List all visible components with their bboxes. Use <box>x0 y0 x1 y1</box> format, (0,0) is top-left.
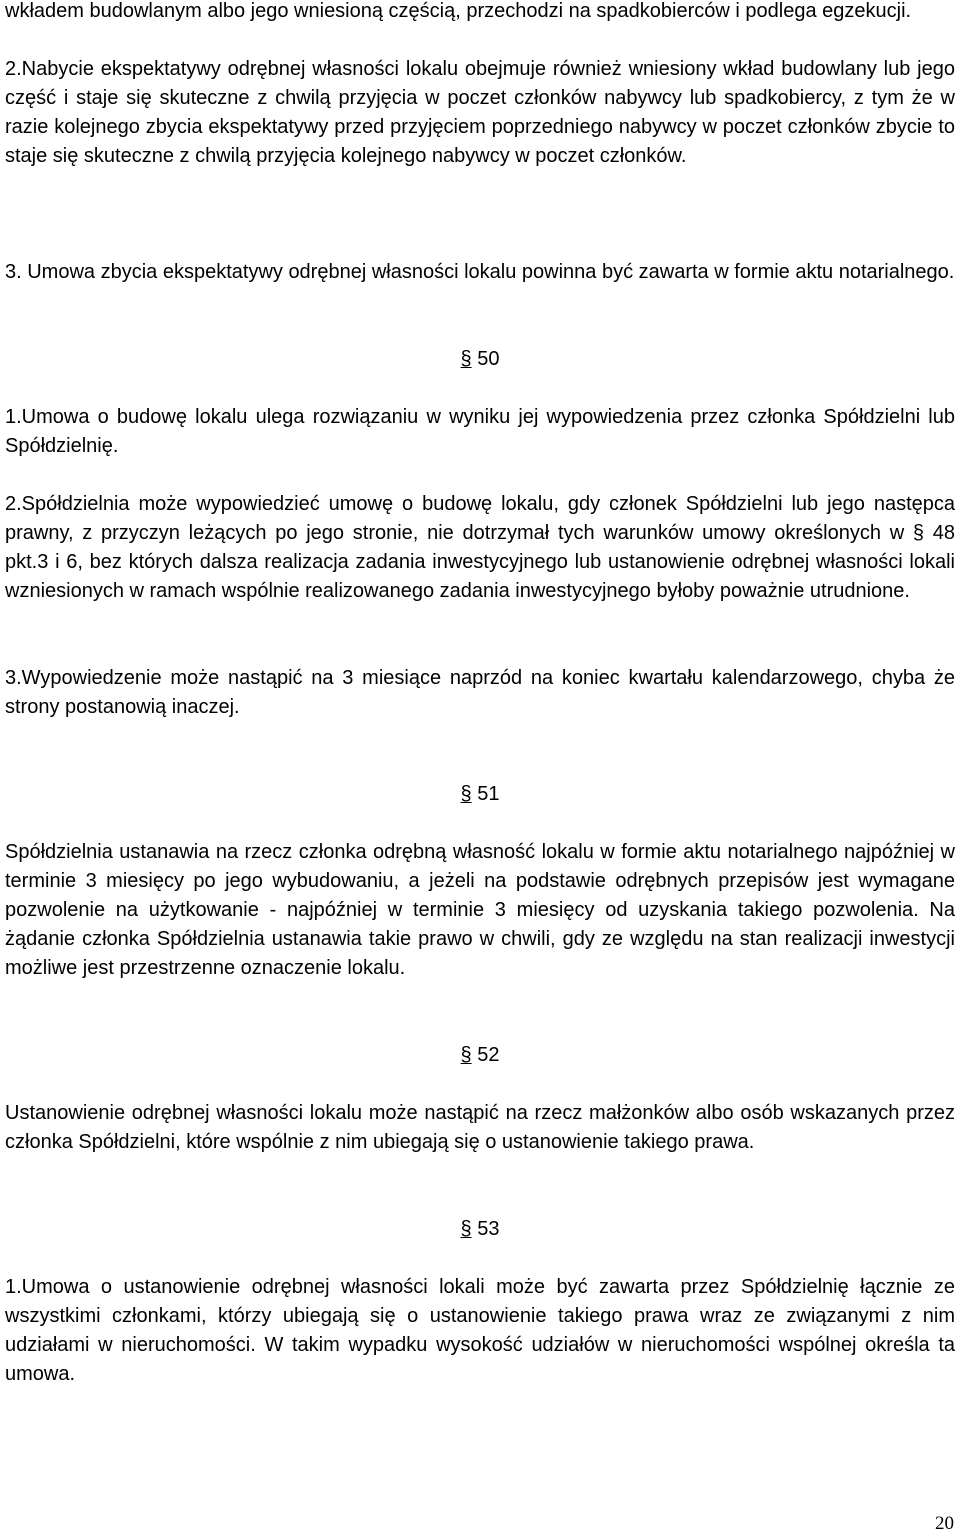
paragraph-joint-agreement: 1.Umowa o ustanowienie odrębnej własności lokali może być zawarta przez Spółdzielnię łącznie ze wszystkimi członkami, którzy ubiegają się o ustanowienie takiego prawa wraz ze związanymi z nim udziałami w nieruchomości. W takim wypadku wysokość udziałów w nieruchomości wspólnej określa ta umowa. <box>5 1276 955 1385</box>
paragraph-continuation: wkładem budowlanym albo jego wniesioną częścią, przechodzi na spadkobierców i podlega egzekucji. <box>5 0 912 22</box>
section-symbol: § <box>460 783 472 805</box>
paragraph-cooperative-termination: 2.Spółdzielnia może wypowiedzieć umowę o budowę lokalu, gdy członek Spółdzielni lub jego następca prawny, z przyczyn leżących po jego stronie, nie dotrzymał tych warunków umowy określonych w § 48 pkt.3 i 6, bez których dalsza realizacja zadania inwestycyjnego lub ustanowienie odrębnej własności lokali wzniesionych w ramach wspólnie realizowanego zadania inwestycyjnego byłoby poważnie utrudnione. <box>5 493 955 602</box>
section-heading-52 <box>0 1041 960 1070</box>
section-number: 51 <box>477 783 500 805</box>
paragraph-spouses: Ustanowienie odrębnej własności lokalu może nastąpić na rzecz małżonków albo osób wskazanych przez członka Spółdzielni, które wspólnie z nim ubiegają się o ustanowienie takiego prawa. <box>5 1102 955 1153</box>
paragraph-notice-period: 3.Wypowiedzenie może nastąpić na 3 miesiące naprzód na koniec kwartału kalendarzowego, chyba że strony postanowią inaczej. <box>5 667 955 718</box>
section-symbol: § <box>460 1044 472 1066</box>
section-symbol: § <box>460 348 472 370</box>
page-number: 20 <box>935 1513 954 1534</box>
section-symbol: § <box>460 1218 472 1240</box>
section-heading-51 <box>0 780 960 809</box>
section-heading-53 <box>0 1215 960 1244</box>
paragraph-expectancy-acquisition: 2.Nabycie ekspektatywy odrębnej własności lokalu obejmuje również wniesiony wkład budowlany lub jego część i staje się skuteczne z chwilą przyjęcia w poczet członków nabywcy lub spadkobiercy, z tym że w razie kolejnego zbycia ekspektatywy przed przyjęciem poprzedniego nabywcy w poczet członków zbycie to staje się skuteczne z chwilą przyjęcia kolejnego nabywcy w poczet członków. <box>5 58 955 167</box>
section-heading-50 <box>0 345 960 374</box>
section-number: 53 <box>477 1218 500 1240</box>
paragraph-termination: 1.Umowa o budowę lokalu ulega rozwiązaniu w wyniku jej wypowiedzenia przez członka Spółdzielni lub Spółdzielnię. <box>5 406 955 457</box>
section-number: 50 <box>477 348 500 370</box>
section-number: 52 <box>477 1044 500 1066</box>
paragraph-notarial-form: 3. Umowa zbycia ekspektatywy odrębnej własności lokalu powinna być zawarta w formie aktu notarialnego. <box>5 261 955 283</box>
paragraph-ownership-establishment: Spółdzielnia ustanawia na rzecz członka odrębną własność lokalu w formie aktu notarialnego najpóźniej w terminie 3 miesięcy po jego wybudowaniu, a jeżeli na podstawie odrębnych przepisów jest wymagane pozwolenie na użytkowanie - najpóźniej w terminie 3 miesięcy od uzyskania takiego pozwolenia. Na żądanie członka Spółdzielnia ustanawia takie prawo w chwili, gdy ze względu na stan realizacji inwestycji możliwe jest przestrzenne oznaczenie lokalu. <box>5 841 955 979</box>
